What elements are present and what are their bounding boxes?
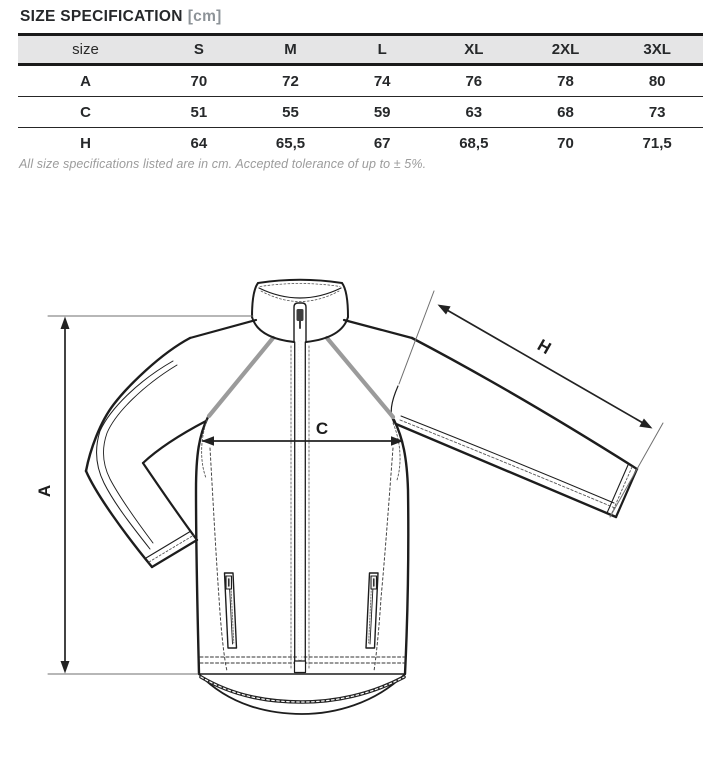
value-a-2xl: 78 — [557, 72, 574, 90]
dimension-a-label: A — [35, 484, 54, 498]
value-a-l: 74 — [373, 72, 391, 90]
value-h-2xl: 70 — [557, 134, 574, 152]
jacket-collar — [252, 280, 348, 342]
value-c-3xl: 73 — [648, 103, 666, 121]
jacket-drawing — [86, 280, 637, 714]
value-a-xl: 76 — [465, 72, 483, 90]
value-h-m: 65,5 — [275, 134, 306, 152]
size-col-l: L — [377, 41, 387, 58]
page-title-text: SIZE SPECIFICATION — [20, 8, 183, 25]
page-title-unit: [cm] — [187, 8, 222, 25]
tolerance-note: All size specifications listed are in cm. Accepted tolerance of up to ± 5%. — [19, 157, 427, 171]
size-col-xl: XL — [464, 41, 484, 58]
dimension-label-h: H — [80, 134, 91, 152]
value-a-3xl: 80 — [648, 72, 666, 90]
size-column-header: size — [72, 41, 99, 58]
dimension-c-arrow — [202, 419, 404, 446]
value-c-s: 51 — [190, 103, 208, 121]
jacket-left-sleeve — [86, 338, 206, 567]
size-col-2xl: 2XL — [551, 41, 580, 58]
value-c-m: 55 — [282, 103, 299, 121]
dimension-label-c: C — [80, 103, 91, 121]
size-col-m: M — [284, 41, 297, 58]
dimension-annotations — [35, 291, 663, 674]
value-a-s: 70 — [190, 72, 208, 90]
dimension-h-label: H — [534, 335, 555, 359]
value-a-m: 72 — [282, 72, 299, 90]
dimension-label-a: A — [80, 72, 91, 90]
jacket-right-sleeve — [391, 335, 637, 517]
dimension-c-label: C — [315, 419, 329, 438]
value-c-l: 59 — [373, 103, 391, 121]
value-h-l: 67 — [373, 134, 391, 152]
jacket-front-zipper — [291, 342, 309, 673]
size-col-3xl: 3XL — [643, 41, 671, 58]
size-col-s: S — [193, 41, 204, 58]
value-h-xl: 68,5 — [459, 134, 489, 152]
value-c-2xl: 68 — [557, 103, 574, 121]
value-h-3xl: 71,5 — [642, 134, 672, 152]
value-c-xl: 63 — [465, 103, 483, 121]
value-h-s: 64 — [190, 134, 208, 152]
